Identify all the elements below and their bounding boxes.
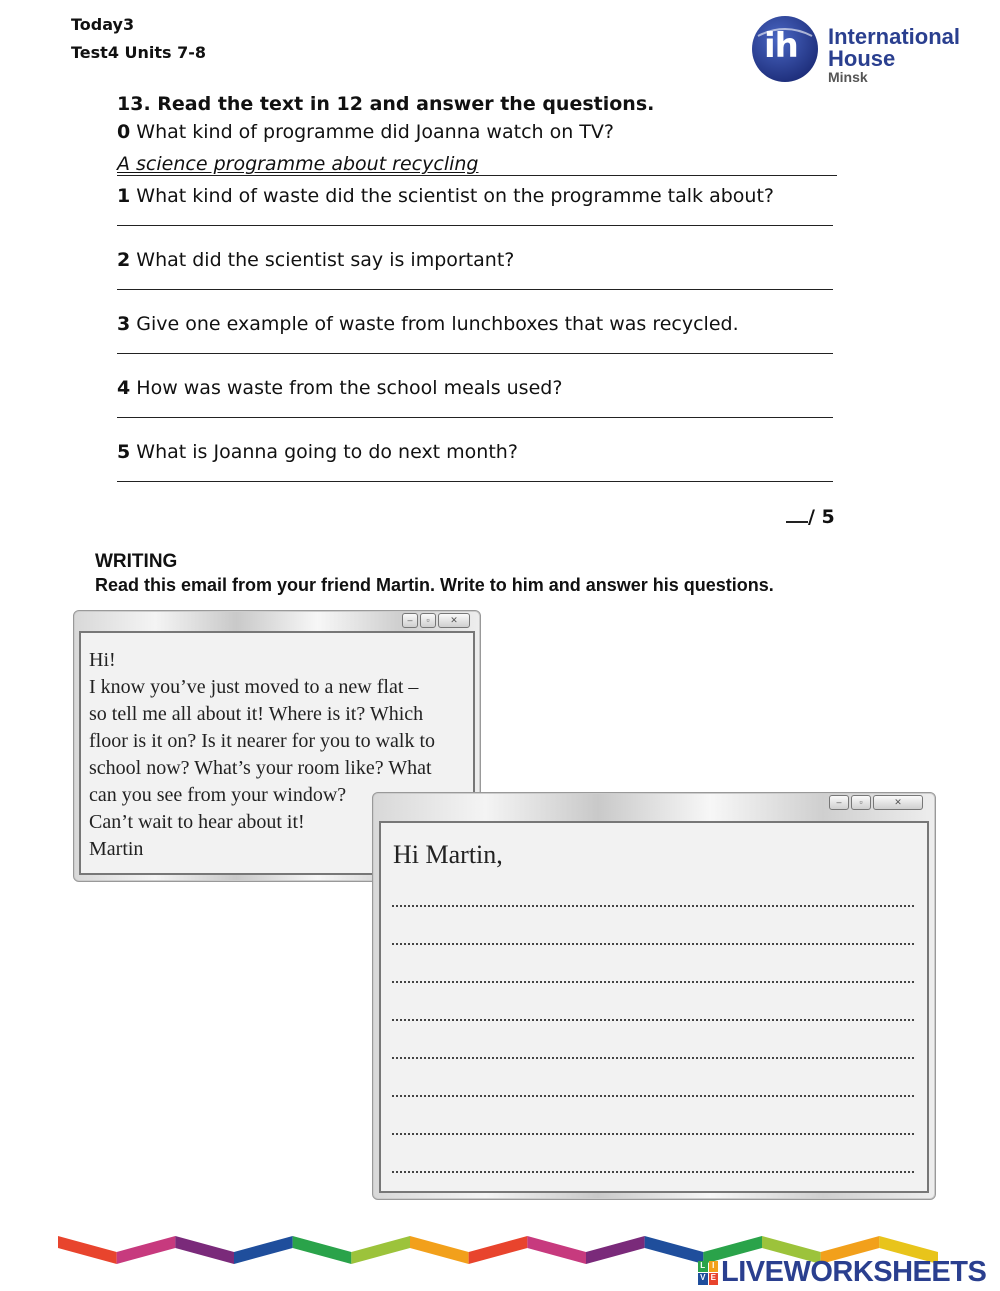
- stripe-segment: [175, 1236, 234, 1264]
- reply-greeting: Hi Martin,: [393, 840, 503, 869]
- stripe-segment: [645, 1236, 704, 1264]
- stripe-segment: [469, 1236, 528, 1264]
- answer-4-line[interactable]: [117, 417, 833, 418]
- reply-window-controls: [829, 795, 923, 810]
- reply-line[interactable]: [392, 1133, 914, 1135]
- reply-line[interactable]: [392, 1057, 914, 1059]
- email-text: Hi! I know you’ve just moved to a new flat – so tell me all about it! Where is it? Which floor is it on? Is it nearer for you to walk to school now? What’s your room like? What can you see from your window? Can’t wait to hear about it! Martin: [89, 649, 436, 860]
- answer-5-line[interactable]: [117, 481, 833, 482]
- answer-1-line[interactable]: [117, 225, 833, 226]
- logo-monogram: ih: [764, 26, 798, 66]
- stripe-segment: [586, 1236, 645, 1264]
- reply-close-icon[interactable]: ✕: [873, 795, 923, 810]
- stripe-segment: [527, 1236, 586, 1264]
- reply-body[interactable]: [379, 821, 929, 1193]
- close-icon[interactable]: ✕: [438, 613, 470, 628]
- brand-name: LIVEWORKSHEETS: [721, 1256, 987, 1288]
- answer-0-example: A science programme about recycling: [117, 153, 837, 176]
- question-5: 5 What is Joanna going to do next month?: [117, 441, 518, 463]
- question-2: 2 What did the scientist say is important?: [117, 249, 515, 271]
- answer-2-line[interactable]: [117, 289, 833, 290]
- reply-maximize-icon[interactable]: ▫: [851, 795, 871, 810]
- liveworksheets-brand: [698, 1256, 986, 1289]
- stripe-segment: [293, 1236, 352, 1264]
- course-label: Today3: [71, 15, 135, 34]
- score-box: / 5: [786, 506, 835, 528]
- writing-title: WRITING: [95, 551, 178, 572]
- reply-minimize-icon[interactable]: –: [829, 795, 849, 810]
- question-3: 3 Give one example of waste from lunchboxes that was recycled.: [117, 313, 739, 335]
- logo-line3: Minsk: [828, 69, 868, 85]
- stripe-segment: [234, 1236, 293, 1264]
- maximize-icon[interactable]: ▫: [420, 613, 436, 628]
- reply-line[interactable]: [392, 981, 914, 983]
- logo-line2: House: [828, 46, 896, 71]
- reply-line[interactable]: [392, 1019, 914, 1021]
- stripe-segment: [410, 1236, 469, 1264]
- question-1: 1 What kind of waste did the scientist on the programme talk about?: [117, 185, 774, 207]
- reply-line[interactable]: [392, 905, 914, 907]
- minimize-icon[interactable]: –: [402, 613, 418, 628]
- stripe-segment: [117, 1236, 176, 1264]
- question-0: 0 What kind of programme did Joanna watch on TV?: [117, 121, 614, 143]
- reply-line[interactable]: [392, 1095, 914, 1097]
- answer-3-line[interactable]: [117, 353, 833, 354]
- reply-line[interactable]: [392, 1171, 914, 1173]
- reply-line[interactable]: [392, 943, 914, 945]
- brand-badge: L I V E: [698, 1261, 718, 1285]
- stripe-segment: [351, 1236, 410, 1264]
- question-4: 4 How was waste from the school meals used?: [117, 377, 563, 399]
- reading-title: 13. Read the text in 12 and answer the questions.: [117, 93, 655, 115]
- stripe-segment: [58, 1236, 117, 1264]
- logo-line1: International: [828, 24, 961, 49]
- writing-instruction: Read this email from your friend Martin. Write to him and answer his questions.: [95, 575, 774, 595]
- international-house-logo: [750, 12, 965, 84]
- window-controls: [402, 613, 470, 628]
- test-label: Test4 Units 7-8: [71, 43, 207, 62]
